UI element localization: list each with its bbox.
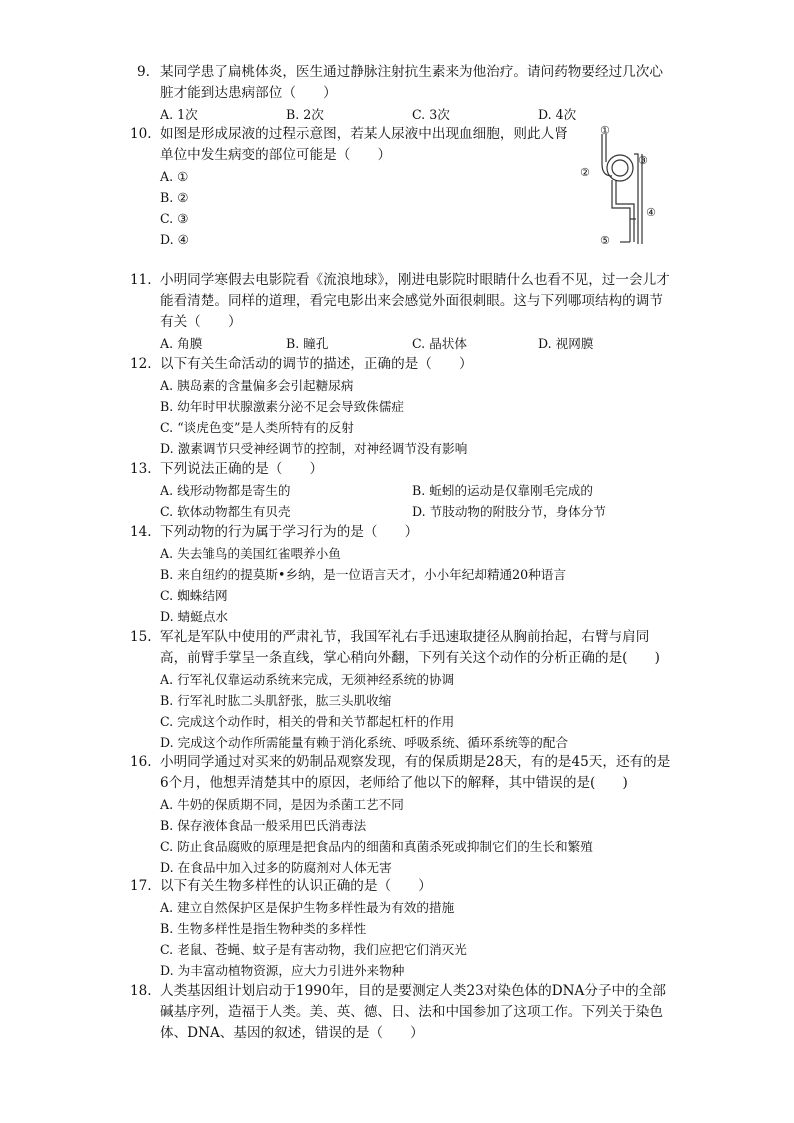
question-number: 16. [130, 754, 152, 770]
question-number: 15. [130, 629, 152, 645]
question-stem: 以下有关生物多样性的认识正确的是（ ） [160, 878, 432, 894]
option-d: D. 视网膜 [538, 336, 594, 351]
option-b: B. 生物多样性是指生物种类的多样性 [160, 921, 367, 936]
option-b: B. 保存液体食品一般采用巴氏消毒法 [160, 818, 367, 833]
option-a: A. 线形动物都是寄生的 [160, 483, 291, 498]
option-a: A. 行军礼仅靠运动系统来完成，无须神经系统的协调 [160, 672, 455, 687]
option-a: A. 失去雏鸟的美国红雀喂养小鱼 [160, 546, 341, 561]
question-11 [132, 270, 672, 354]
question-18 [132, 981, 672, 1044]
diagram-label-3: ③ [638, 154, 648, 167]
question-15 [132, 627, 672, 753]
option-c: C. 老鼠、苍蝇、蚊子是有害动物，我们应把它们消灭光 [160, 942, 467, 957]
question-number: 14. [130, 524, 152, 540]
options [160, 669, 672, 753]
option-c: C. 3次 [412, 107, 450, 122]
option-c: C. 完成这个动作时，相关的骨和关节都起杠杆的作用 [160, 714, 455, 729]
option-d: D. 4次 [538, 107, 577, 122]
option-d: D. 节肢动物的附肢分节，身体分节 [412, 504, 606, 519]
option-a: A. ① [160, 169, 189, 184]
option-d: D. 在食品中加入过多的防腐剂对人体无害 [160, 860, 392, 875]
question-stem: 小明同学通过对买来的奶制品观察发现，有的保质期是28天，有的是45天，还有的是6个月，他想弄清楚其中的原因，老师给了他以下的解释，其中错误的是( ) [160, 754, 671, 791]
options [160, 375, 672, 459]
question-12 [132, 354, 672, 459]
option-c: C. “谈虎色变”是人类所特有的反射 [160, 420, 354, 435]
option-a: A. 胰岛素的含量偏多会引起糖尿病 [160, 378, 354, 393]
option-a: A. 建立自然保护区是保护生物多样性最为有效的措施 [160, 900, 455, 915]
question-number: 18. [130, 983, 152, 999]
options [160, 794, 672, 878]
options [160, 333, 672, 354]
option-b: B. 瞳孔 [286, 336, 329, 351]
question-number: 13. [130, 461, 152, 477]
nephron-diagram [572, 124, 664, 250]
question-13 [132, 459, 672, 522]
question-number: 12. [130, 356, 152, 372]
option-d: D. 激素调节只受神经调节的控制，对神经调节没有影响 [160, 441, 468, 456]
question-9 [132, 62, 672, 125]
option-b: B. 2次 [286, 107, 324, 122]
option-c: C. 软体动物都生有贝壳 [160, 504, 291, 519]
option-b: B. 来自纽约的提莫斯•乡纳，是一位语言天才，小小年纪却精通20种语言 [160, 567, 566, 582]
question-stem: 下列动物的行为属于学习行为的是（ ） [160, 524, 419, 540]
diagram-label-4: ④ [646, 206, 656, 219]
option-a: A. 1次 [160, 107, 198, 122]
option-c: C. 防止食品腐败的原理是把食品内的细菌和真菌杀死或抑制它们的生长和繁殖 [160, 839, 593, 854]
option-d: D. 完成这个动作所需能量有赖于消化系统、呼吸系统、循环系统等的配合 [160, 735, 569, 750]
question-number: 11. [130, 272, 152, 288]
option-c: C. ③ [160, 211, 189, 226]
diagram-label-2: ② [580, 166, 590, 179]
question-stem: 人类基因组计划启动于1990年，目的是要测定人类23对染色体的DNA分子中的全部碱基序列，造福于人类。美、英、德、日、法和中国参加了这项工作。下列关于染色体、DNA、基因的叙述，错误的是（ ） [160, 983, 666, 1041]
question-number: 17. [130, 878, 152, 894]
question-stem: 小明同学寒假去电影院看《流浪地球》，刚进电影院时眼睛什么也看不见，过一会儿才能看清楚。同样的道理，看完电影出来会感觉外面很刺眼。这与下列哪项结构的调节有关（ ） [160, 272, 670, 330]
option-a: A. 角膜 [160, 336, 203, 351]
question-stem: 某同学患了扁桃体炎，医生通过静脉注射抗生素来为他治疗。请问药物要经过几次心脏才能到达患病部位（ ） [160, 64, 663, 101]
question-stem: 下列说法正确的是（ ） [160, 461, 324, 477]
options [160, 480, 672, 522]
option-c: C. 蜘蛛结网 [160, 588, 228, 603]
option-a: A. 牛奶的保质期不同，是因为杀菌工艺不同 [160, 797, 404, 812]
options [160, 897, 672, 981]
question-stem: 以下有关生命活动的调节的描述，正确的是（ ） [160, 356, 473, 372]
option-d: D. 为丰富动植物资源，应大力引进外来物种 [160, 963, 405, 978]
question-16 [132, 752, 672, 878]
option-b: B. ② [160, 190, 189, 205]
option-d: D. 蜻蜓点水 [160, 609, 229, 624]
question-stem: 军礼是军队中使用的严肃礼节，我国军礼右手迅速取捷径从胸前抬起，右臂与肩同高，前臂手掌呈一条直线，掌心稍向外翻，下列有关这个动作的分析正确的是( ) [160, 629, 660, 666]
options [160, 543, 672, 627]
diagram-label-1: ① [600, 124, 610, 137]
question-14 [132, 522, 672, 627]
diagram-label-5: ⑤ [600, 234, 610, 247]
question-number: 10. [130, 126, 152, 142]
option-b: B. 蚯蚓的运动是仅靠刚毛完成的 [412, 483, 593, 498]
question-number: 9. [137, 64, 150, 80]
options [160, 104, 672, 125]
question-stem: 如图是形成尿液的过程示意图，若某人尿液中出现血细胞，则此人肾单位中发生病变的部位可能是（ ） [160, 126, 568, 163]
option-c: C. 晶状体 [412, 336, 467, 351]
option-b: B. 幼年时甲状腺激素分泌不足会导致侏儒症 [160, 399, 404, 414]
option-d: D. ④ [160, 232, 189, 247]
question-17 [132, 876, 672, 981]
option-b: B. 行军礼时肱二头肌舒张，肱三头肌收缩 [160, 693, 392, 708]
